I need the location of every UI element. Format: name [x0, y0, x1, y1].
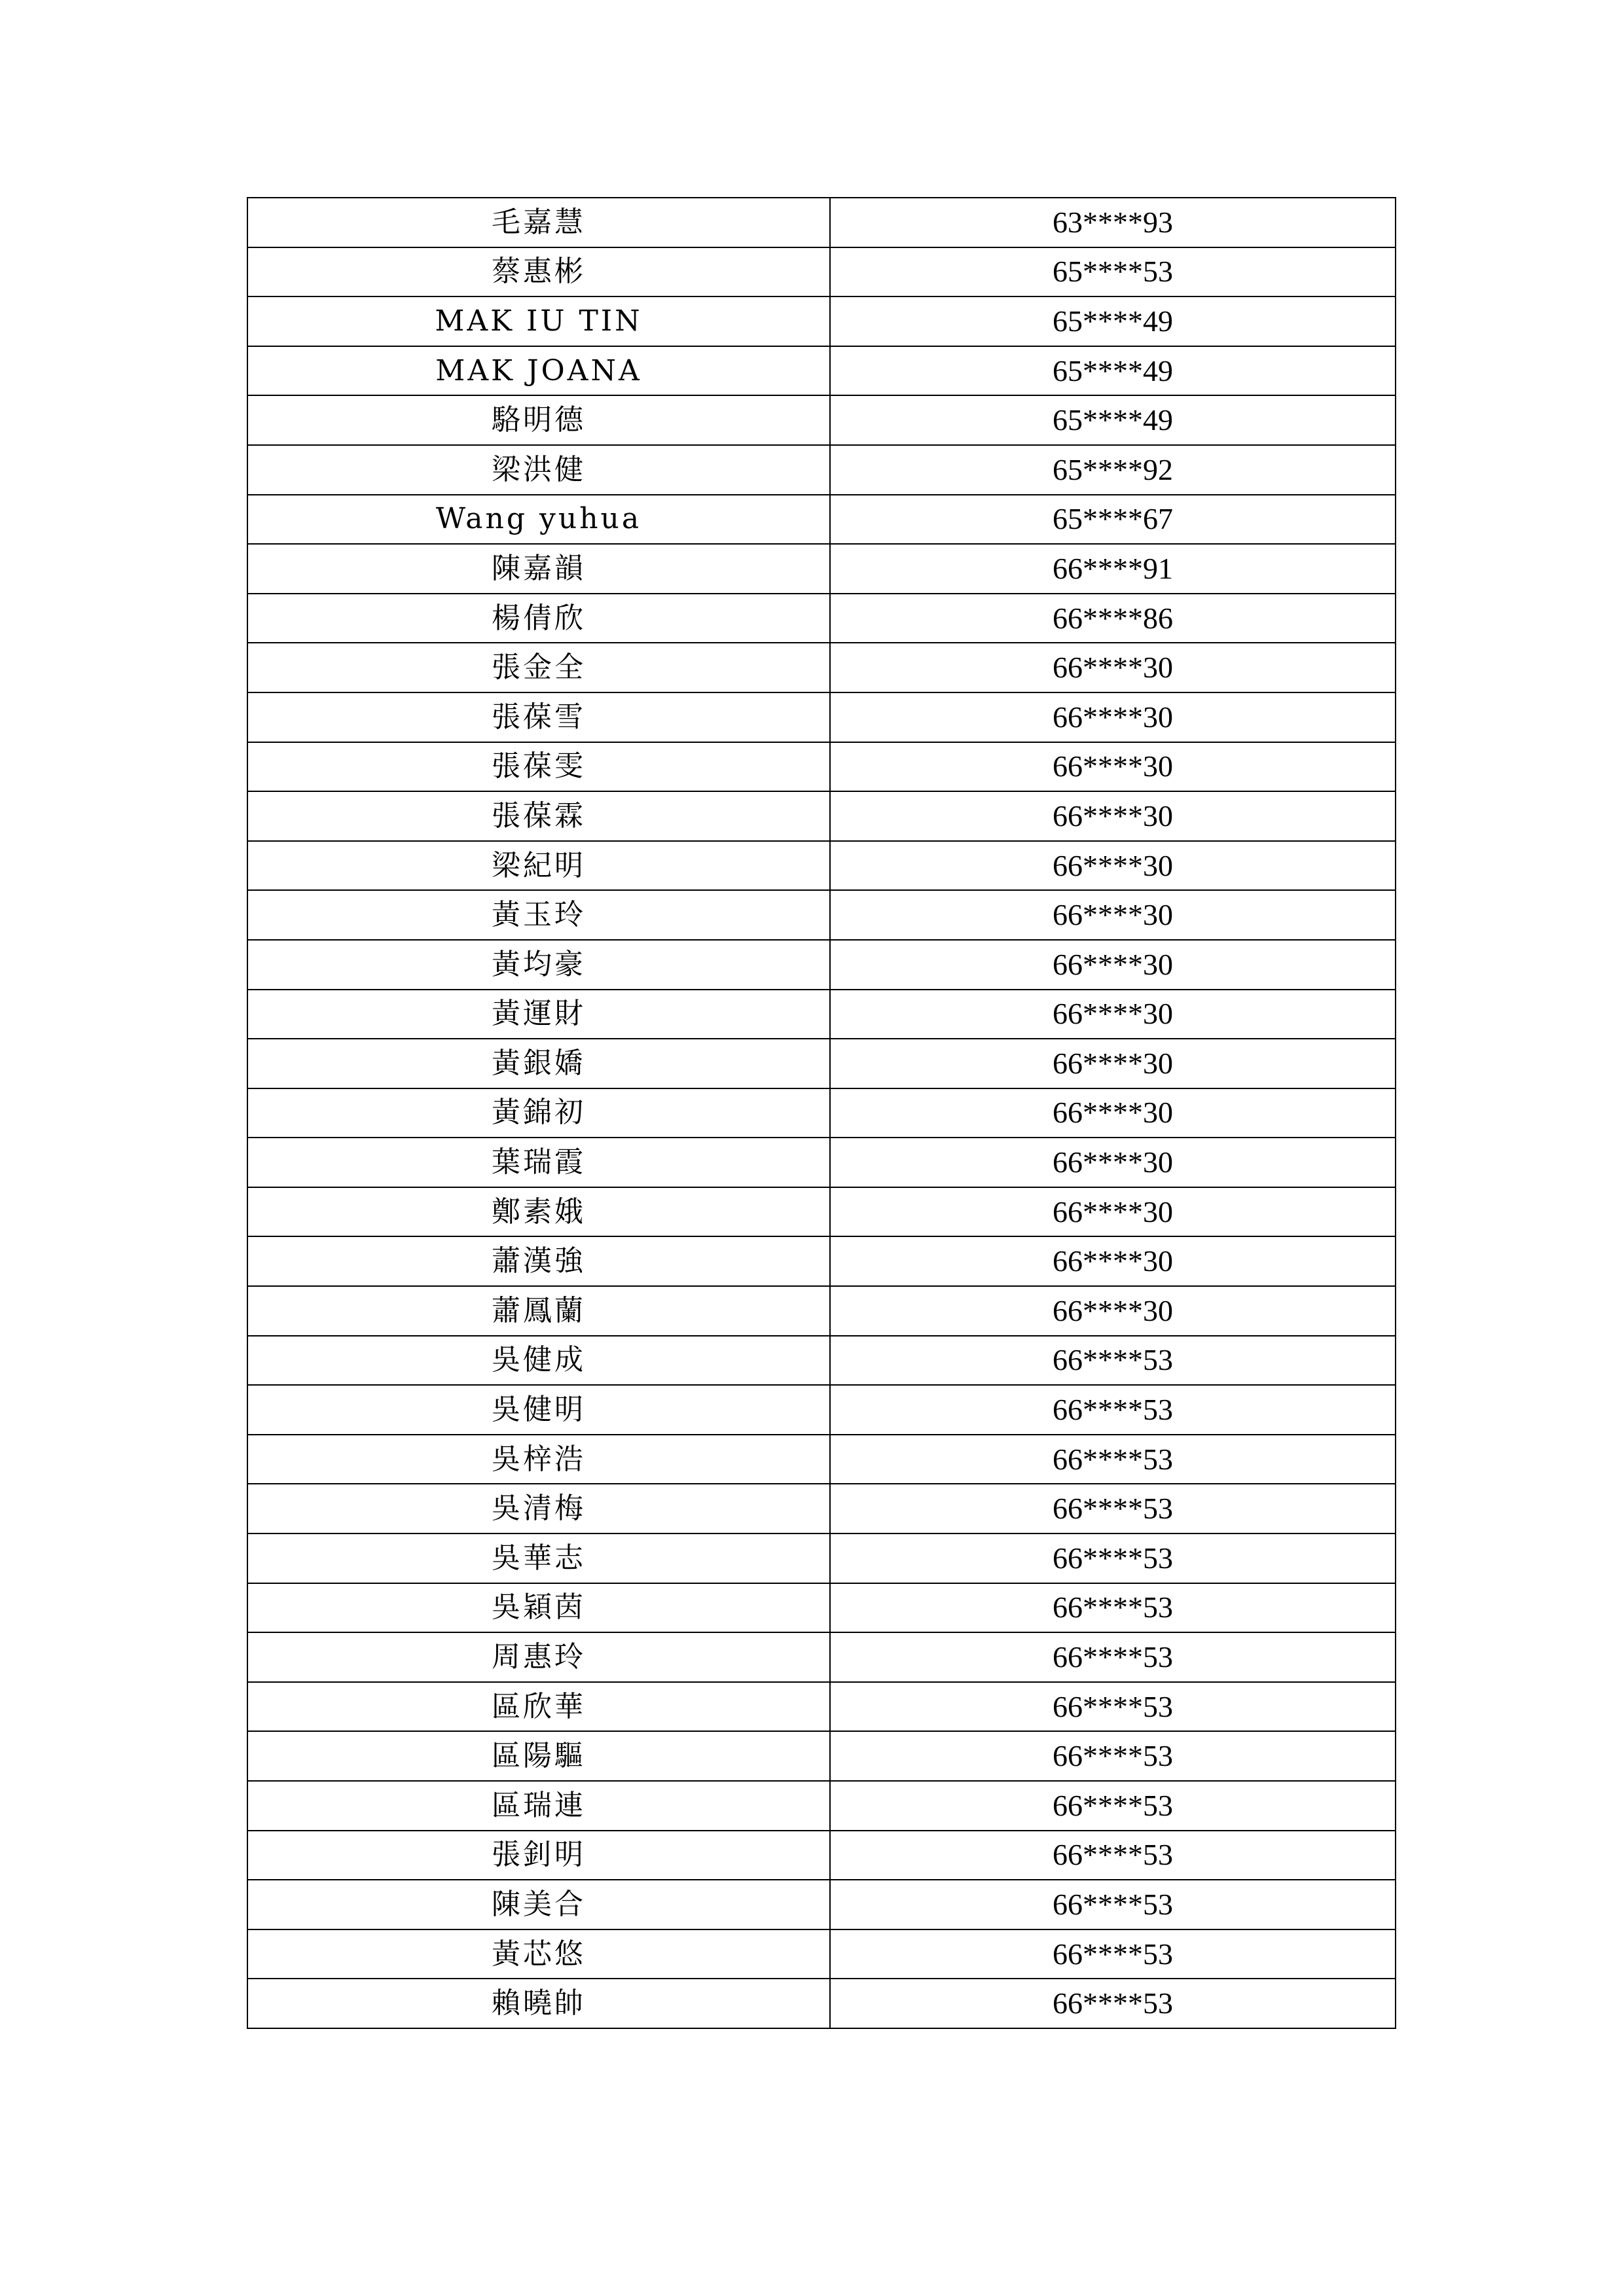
name-cell: 吳梓浩 [247, 1435, 830, 1484]
table-row [247, 296, 1396, 346]
id-cell: 66****53 [830, 1979, 1396, 2028]
id-cell: 66****53 [830, 1831, 1396, 1880]
name-cell: 區欣華 [247, 1682, 830, 1732]
name-cell: MAK JOANA [247, 346, 830, 396]
id-cell: 66****53 [830, 1385, 1396, 1435]
name-cell: 張葆霖 [247, 791, 830, 841]
id-cell: 66****91 [830, 544, 1396, 594]
table-row [247, 247, 1396, 297]
id-cell: 65****49 [830, 346, 1396, 396]
table-row [247, 1088, 1396, 1138]
table-row [247, 1979, 1396, 2028]
id-cell: 66****53 [830, 1880, 1396, 1929]
table-row [247, 1781, 1396, 1831]
name-cell: 楊倩欣 [247, 594, 830, 643]
name-cell: 陳美合 [247, 1880, 830, 1929]
name-cell: 張釗明 [247, 1831, 830, 1880]
name-cell: 陳嘉韻 [247, 544, 830, 594]
name-cell: 張葆雪 [247, 692, 830, 742]
id-cell: 66****30 [830, 1286, 1396, 1336]
id-cell: 65****49 [830, 296, 1396, 346]
table-row [247, 1632, 1396, 1682]
id-cell: 65****53 [830, 247, 1396, 297]
id-cell: 66****53 [830, 1781, 1396, 1831]
name-cell: 吳健明 [247, 1385, 830, 1435]
name-cell: 張葆雯 [247, 742, 830, 792]
name-cell: 蕭漢強 [247, 1236, 830, 1286]
name-cell: MAK IU TIN [247, 296, 830, 346]
id-cell: 66****53 [830, 1534, 1396, 1583]
table-row [247, 1731, 1396, 1781]
name-cell: 毛嘉慧 [247, 198, 830, 247]
id-cell: 66****30 [830, 1138, 1396, 1187]
table-row [247, 395, 1396, 445]
name-cell: 區陽驅 [247, 1731, 830, 1781]
id-cell: 66****53 [830, 1682, 1396, 1732]
table-row [247, 346, 1396, 396]
table-row [247, 791, 1396, 841]
id-cell: 65****92 [830, 445, 1396, 495]
name-cell: 吳健成 [247, 1336, 830, 1386]
id-cell: 66****53 [830, 1583, 1396, 1633]
name-cell: 吳穎茵 [247, 1583, 830, 1633]
table-row [247, 1138, 1396, 1187]
roster-table [247, 197, 1396, 2029]
name-cell: 黃玉玲 [247, 890, 830, 940]
id-cell: 66****53 [830, 1929, 1396, 1979]
id-cell: 66****30 [830, 1039, 1396, 1088]
table-row [247, 1435, 1396, 1484]
table-row [247, 1484, 1396, 1534]
id-cell: 66****30 [830, 841, 1396, 891]
name-cell: 區瑞連 [247, 1781, 830, 1831]
id-cell: 66****30 [830, 940, 1396, 990]
name-cell: 鄭素娥 [247, 1187, 830, 1237]
id-cell: 66****30 [830, 1187, 1396, 1237]
name-cell: 梁紀明 [247, 841, 830, 891]
id-cell: 66****30 [830, 990, 1396, 1039]
id-cell: 66****30 [830, 742, 1396, 792]
id-cell: 66****53 [830, 1435, 1396, 1484]
table-row [247, 1187, 1396, 1237]
table-row [247, 1385, 1396, 1435]
name-cell: 吳華志 [247, 1534, 830, 1583]
table-row [247, 495, 1396, 545]
name-cell: 周惠玲 [247, 1632, 830, 1682]
name-cell: 駱明德 [247, 395, 830, 445]
id-cell: 66****30 [830, 890, 1396, 940]
id-cell: 66****86 [830, 594, 1396, 643]
name-cell: 黃運財 [247, 990, 830, 1039]
id-cell: 66****30 [830, 1088, 1396, 1138]
name-cell: 蕭鳳蘭 [247, 1286, 830, 1336]
table-row [247, 198, 1396, 247]
name-cell: 黃銀嬌 [247, 1039, 830, 1088]
table-row [247, 1583, 1396, 1633]
table-row [247, 1236, 1396, 1286]
name-cell: 賴曉帥 [247, 1979, 830, 2028]
table-row [247, 890, 1396, 940]
table-row [247, 1534, 1396, 1583]
table-row [247, 1039, 1396, 1088]
table-row [247, 940, 1396, 990]
table-row [247, 643, 1396, 692]
table-row [247, 1831, 1396, 1880]
name-cell: 黃芯悠 [247, 1929, 830, 1979]
roster-table-body [247, 198, 1396, 2028]
table-row [247, 1682, 1396, 1732]
id-cell: 65****49 [830, 395, 1396, 445]
id-cell: 66****30 [830, 791, 1396, 841]
name-cell: 黃錦初 [247, 1088, 830, 1138]
id-cell: 66****53 [830, 1336, 1396, 1386]
id-cell: 63****93 [830, 198, 1396, 247]
id-cell: 65****67 [830, 495, 1396, 545]
table-row [247, 990, 1396, 1039]
table-row [247, 742, 1396, 792]
name-cell: 蔡惠彬 [247, 247, 830, 297]
id-cell: 66****30 [830, 692, 1396, 742]
id-cell: 66****53 [830, 1484, 1396, 1534]
id-cell: 66****53 [830, 1632, 1396, 1682]
table-row [247, 544, 1396, 594]
table-row [247, 594, 1396, 643]
id-cell: 66****30 [830, 643, 1396, 692]
table-row [247, 1880, 1396, 1929]
table-row [247, 841, 1396, 891]
id-cell: 66****30 [830, 1236, 1396, 1286]
name-cell: 張金全 [247, 643, 830, 692]
name-cell: 葉瑞霞 [247, 1138, 830, 1187]
name-cell: 梁洪健 [247, 445, 830, 495]
table-row [247, 692, 1396, 742]
table-row [247, 1336, 1396, 1386]
table-row [247, 445, 1396, 495]
name-cell: 黃均豪 [247, 940, 830, 990]
name-cell: Wang yuhua [247, 495, 830, 545]
id-cell: 66****53 [830, 1731, 1396, 1781]
name-cell: 吳清梅 [247, 1484, 830, 1534]
table-row [247, 1286, 1396, 1336]
table-row [247, 1929, 1396, 1979]
